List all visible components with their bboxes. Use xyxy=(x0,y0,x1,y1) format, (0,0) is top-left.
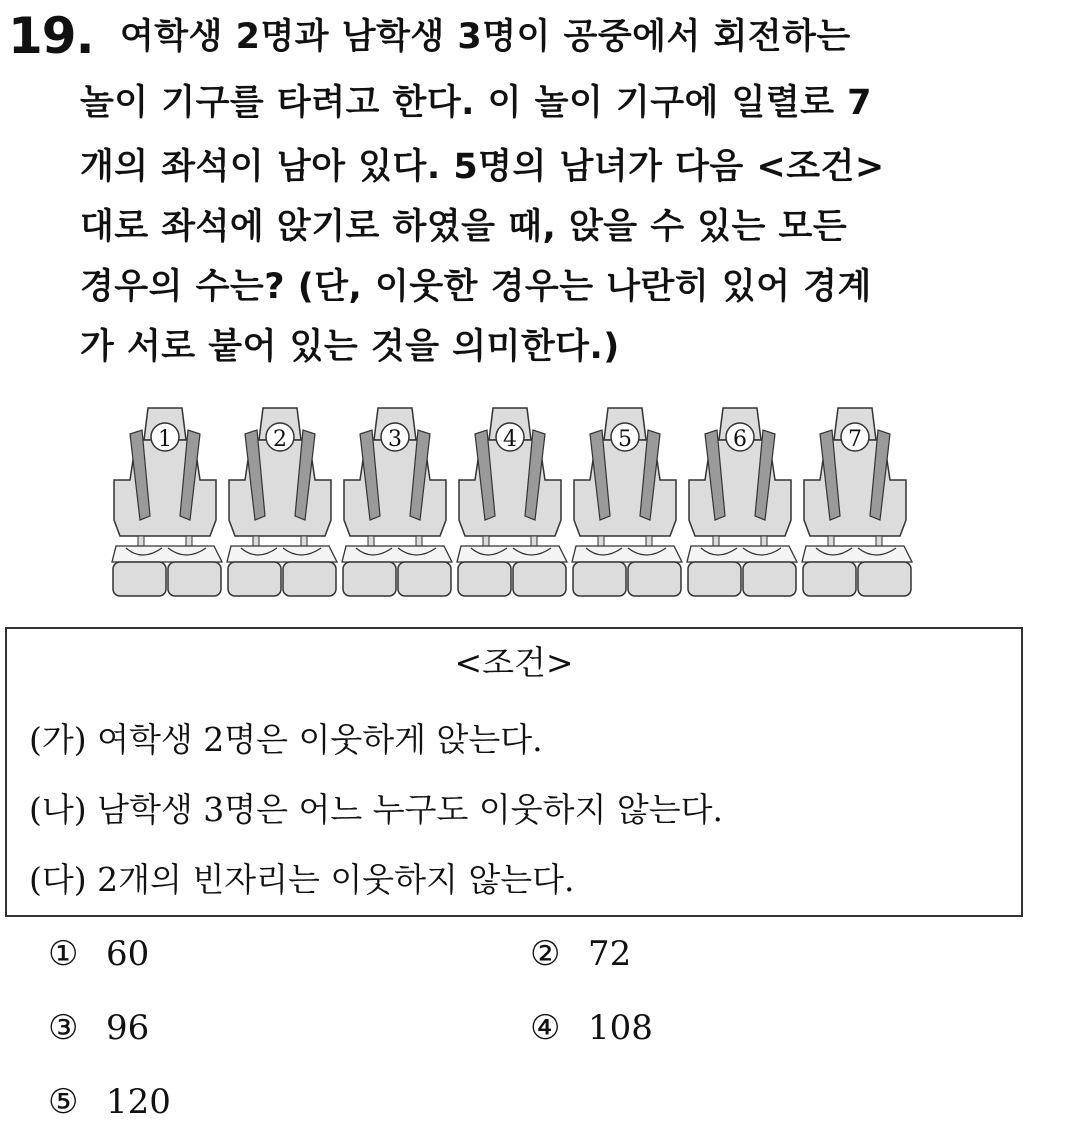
choice-1-value: 60 xyxy=(106,934,150,974)
condition-ga: (가) 여학생 2명은 이웃하게 앉는다. xyxy=(29,720,543,759)
seat-5 xyxy=(572,408,682,596)
question-text-line-1: 여학생 2명과 남학생 3명이 공중에서 회전하는 xyxy=(120,17,851,57)
choice-3[interactable] xyxy=(48,1006,149,1050)
seat-4 xyxy=(457,408,567,596)
choice-4-value: 108 xyxy=(588,1008,653,1048)
seat-4-label: 4 xyxy=(503,427,517,452)
choice-2[interactable] xyxy=(530,932,631,976)
choice-2-mark: ② xyxy=(530,934,561,974)
seat-2-label: 2 xyxy=(273,427,287,452)
choice-2-value: 72 xyxy=(588,934,632,974)
choice-5-mark: ⑤ xyxy=(48,1082,79,1122)
choice-3-mark: ③ xyxy=(48,1008,79,1048)
choice-5[interactable] xyxy=(48,1080,171,1124)
question-text-line-3: 개의 좌석이 남아 있다. 5명의 남녀가 다음 <조건> xyxy=(80,147,885,187)
seat-1 xyxy=(112,408,222,596)
seat-3-label: 3 xyxy=(388,427,402,452)
seat-1-label: 1 xyxy=(158,427,172,452)
choice-4[interactable] xyxy=(530,1006,653,1050)
question-text-line-4: 대로 좌석에 앉기로 하였을 때, 앉을 수 있는 모든 xyxy=(80,207,848,247)
conditions-title: <조건> xyxy=(454,643,574,682)
seat-5-label: 5 xyxy=(618,427,632,452)
seat-7-label: 7 xyxy=(848,427,862,452)
question-text-line-6: 가 서로 붙어 있는 것을 의미한다.) xyxy=(80,327,620,367)
seat-7 xyxy=(802,408,912,596)
choice-4-mark: ④ xyxy=(530,1008,561,1048)
seat-2 xyxy=(227,408,337,596)
choice-3-value: 96 xyxy=(106,1008,150,1048)
seat-6 xyxy=(687,408,797,596)
choice-5-value: 120 xyxy=(106,1082,171,1122)
condition-da: (다) 2개의 빈자리는 이웃하지 않는다. xyxy=(29,860,575,899)
seat-3 xyxy=(342,408,452,596)
question-text-line-2: 놀이 기구를 타려고 한다. 이 놀이 기구에 일렬로 7 xyxy=(80,83,873,123)
condition-na: (나) 남학생 3명은 어느 누구도 이웃하지 않는다. xyxy=(29,790,723,829)
choice-1[interactable] xyxy=(48,932,149,976)
ride-seats-figure xyxy=(105,400,925,605)
choice-1-mark: ① xyxy=(48,934,79,974)
seat-6-label: 6 xyxy=(733,427,747,452)
conditions-box xyxy=(5,627,1023,917)
question-text-line-5: 경우의 수는? (단, 이웃한 경우는 나란히 있어 경계 xyxy=(80,267,872,307)
question-number: 19. xyxy=(8,7,94,65)
